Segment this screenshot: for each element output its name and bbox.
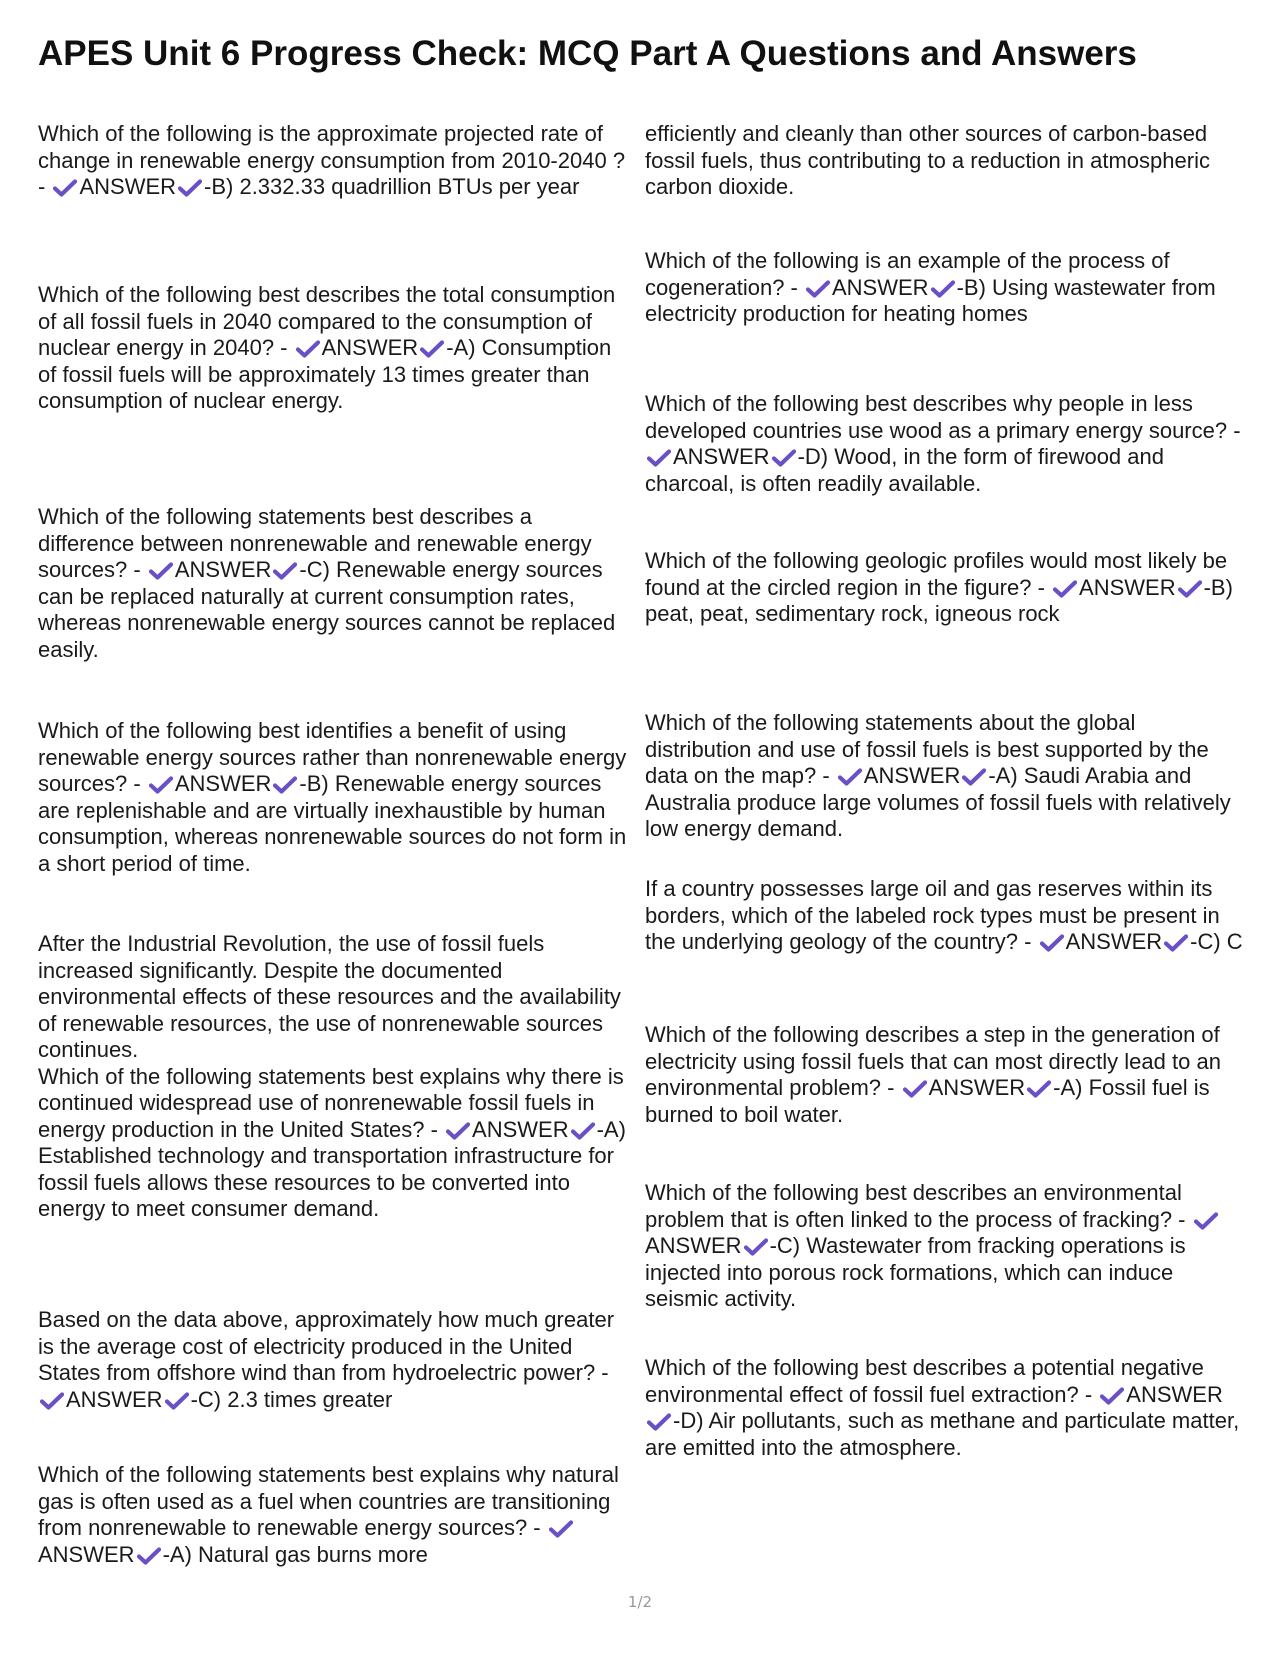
answer-label: ANSWER <box>38 1541 135 1567</box>
question-text: Which of the following is the approximate projected rate of change in renewable energy consumption from 2010-2040 ? - <box>38 121 626 199</box>
answer-label: ANSWER <box>1065 929 1163 954</box>
answer-text: -A) Fossil fuel is burned to boil water. <box>645 1075 1210 1127</box>
checkmark-icon <box>1178 580 1202 598</box>
checkmark-icon <box>772 449 796 467</box>
checkmark-icon <box>165 1392 189 1410</box>
checkmark-icon <box>273 562 297 580</box>
answer-label: ANSWER <box>174 771 272 796</box>
answer-text: -A) Established technology and transportation infrastructure for fossil fuels allows these resources to be converted into energy to meet consumer demand. <box>38 1116 626 1221</box>
answer-text: -C) Renewable energy sources can be replaced naturally at current consumption rates, whereas nonrenewable energy sources cannot be replaced easily. <box>38 557 616 662</box>
qa-item <box>645 248 1245 328</box>
answer-label: ANSWER <box>472 1116 569 1142</box>
qa-item <box>645 1022 1245 1128</box>
answer-label: ANSWER <box>79 174 177 199</box>
answer-text: -B) Renewable energy sources are replenishable and are virtually inexhaustible by human consumption, whereas nonrenewable sources do not form in a short period of time. <box>38 771 627 876</box>
checkmark-icon <box>40 1392 64 1410</box>
checkmark-icon <box>1100 1387 1124 1405</box>
question-text: Which of the following statements about the global distribution and use of fossil fuels is best supported by the data on the map? - <box>645 710 1209 788</box>
answer-label: ANSWER <box>673 444 770 469</box>
qa-item <box>38 1307 634 1413</box>
answer-label: ANSWER <box>1079 574 1176 600</box>
answer-label: ANSWER <box>174 557 272 582</box>
answer-text: -A) Natural gas burns more <box>162 1541 428 1567</box>
answer-text: -A) Saudi Arabia and Australia produce large volumes of fossil fuels with relatively low energy demand. <box>645 763 1231 841</box>
question-text: Which of the following is an example of the process of cogeneration? - <box>645 248 1170 300</box>
qa-item <box>645 121 1245 201</box>
answer-text: -D) Wood, in the form of firewood and charcoal, is often readily available. <box>645 444 1164 496</box>
answer-label: ANSWER <box>1126 1381 1223 1407</box>
checkmark-icon <box>446 1122 470 1140</box>
answer-label: ANSWER <box>863 763 961 788</box>
question-text: After the Industrial Revolution, the use of fossil fuels increased significantly. Despite the documented environmental effects of these resources and the availability of renewable resources, the use of nonrenewable sources continues. Which of the following statements best explains why there is continued widespread use of nonrenewable fossil fuels in energy production in the United States? - <box>38 931 624 1142</box>
question-text: Which of the following statements best explains why natural gas is often used as a fuel when countries are transitioning from nonrenewable to renewable energy sources? - <box>38 1462 619 1540</box>
answer-text: -C) Wastewater from fracking operations is injected into porous rock formations, which can induce seismic activity. <box>645 1233 1186 1311</box>
checkmark-icon <box>53 179 77 197</box>
checkmark-icon <box>178 179 202 197</box>
qa-item <box>38 1462 634 1568</box>
qa-item <box>38 931 634 1223</box>
question-text: Which of the following best identifies a benefit of using renewable energy sources rather than nonrenewable energy sources? - <box>38 718 627 796</box>
checkmark-icon <box>549 1520 573 1538</box>
checkmark-icon <box>647 1413 671 1431</box>
answer-label: ANSWER <box>928 1075 1026 1100</box>
checkmark-icon <box>1053 580 1077 598</box>
qa-item <box>645 710 1245 843</box>
qa-item <box>645 876 1245 956</box>
qa-item <box>38 282 634 415</box>
checkmark-icon <box>1040 934 1064 952</box>
checkmark-icon <box>571 1122 595 1140</box>
answer-label: ANSWER <box>832 274 929 300</box>
answer-label: ANSWER <box>66 1386 163 1412</box>
answer-text: -A) Consumption of fossil fuels will be approximately 13 times greater than consumption of nuclear energy. <box>38 335 612 413</box>
answer-text: -B) peat, peat, sedimentary rock, igneous rock <box>645 574 1233 626</box>
page-title: APES Unit 6 Progress Check: MCQ Part A Questions and Answers <box>38 34 1137 73</box>
question-text: Which of the following statements best describes a difference between nonrenewable and renewable energy sources? - <box>38 504 592 582</box>
question-text: Which of the following geologic profiles would most likely be found at the circled region in the figure? - <box>645 548 1228 600</box>
qa-item <box>645 1180 1245 1313</box>
checkmark-icon <box>1164 934 1188 952</box>
checkmark-icon <box>420 340 444 358</box>
question-text: If a country possesses large oil and gas reserves within its borders, which of the labeled rock types must be present in the underlying geology of the country? - <box>645 876 1220 954</box>
question-text: Which of the following describes a step in the generation of electricity using fossil fuels that can most directly lead to an environmental problem? - <box>645 1022 1221 1100</box>
qa-item <box>38 504 634 663</box>
question-text: Based on the data above, approximately how much greater is the average cost of electricity produced in the United States from offshore wind than from hydroelectric power? - <box>38 1307 615 1385</box>
answer-text: -C) 2.3 times greater <box>190 1386 393 1412</box>
qa-item <box>645 548 1245 628</box>
checkmark-icon <box>149 776 173 794</box>
answer-text: -D) Air pollutants, such as methane and particulate matter, are emitted into the atmosphere. <box>645 1408 1240 1460</box>
checkmark-icon <box>962 768 986 786</box>
answer-text: -B) Using wastewater from electricity production for heating homes <box>645 274 1216 326</box>
checkmark-icon <box>273 776 297 794</box>
qa-item <box>38 718 634 877</box>
checkmark-icon <box>1027 1080 1051 1098</box>
checkmark-icon <box>149 562 173 580</box>
question-text: Which of the following best describes an environmental problem that is often linked to the process of fracking? - <box>645 1180 1192 1232</box>
checkmark-icon <box>931 280 955 298</box>
answer-continuation: efficiently and cleanly than other sources of carbon-based fossil fuels, thus contributing to a reduction in atmospheric carbon dioxide. <box>645 121 1210 199</box>
checkmark-icon <box>137 1547 161 1565</box>
question-text: Which of the following best describes why people in less developed countries use wood as a primary energy source? - <box>645 391 1241 443</box>
checkmark-icon <box>296 340 320 358</box>
answer-label: ANSWER <box>645 1233 742 1258</box>
checkmark-icon <box>744 1238 768 1256</box>
checkmark-icon <box>1194 1212 1218 1230</box>
qa-item <box>645 1355 1245 1461</box>
qa-item <box>38 121 634 201</box>
answer-label: ANSWER <box>321 335 419 360</box>
checkmark-icon <box>838 768 862 786</box>
answer-text: -C) C <box>1190 929 1243 954</box>
answer-text: -B) 2.332.33 quadrillion BTUs per year <box>204 174 580 199</box>
checkmark-icon <box>647 449 671 467</box>
checkmark-icon <box>903 1080 927 1098</box>
qa-item <box>645 391 1245 497</box>
checkmark-icon <box>806 280 830 298</box>
question-text: Which of the following best describes a potential negative environmental effect of fossil fuel extraction? - <box>645 1355 1204 1407</box>
page-number: 1/2 <box>627 1593 653 1611</box>
question-text: Which of the following best describes the total consumption of all fossil fuels in 2040 compared to the consumption of nuclear energy in 2040? - <box>38 282 616 360</box>
